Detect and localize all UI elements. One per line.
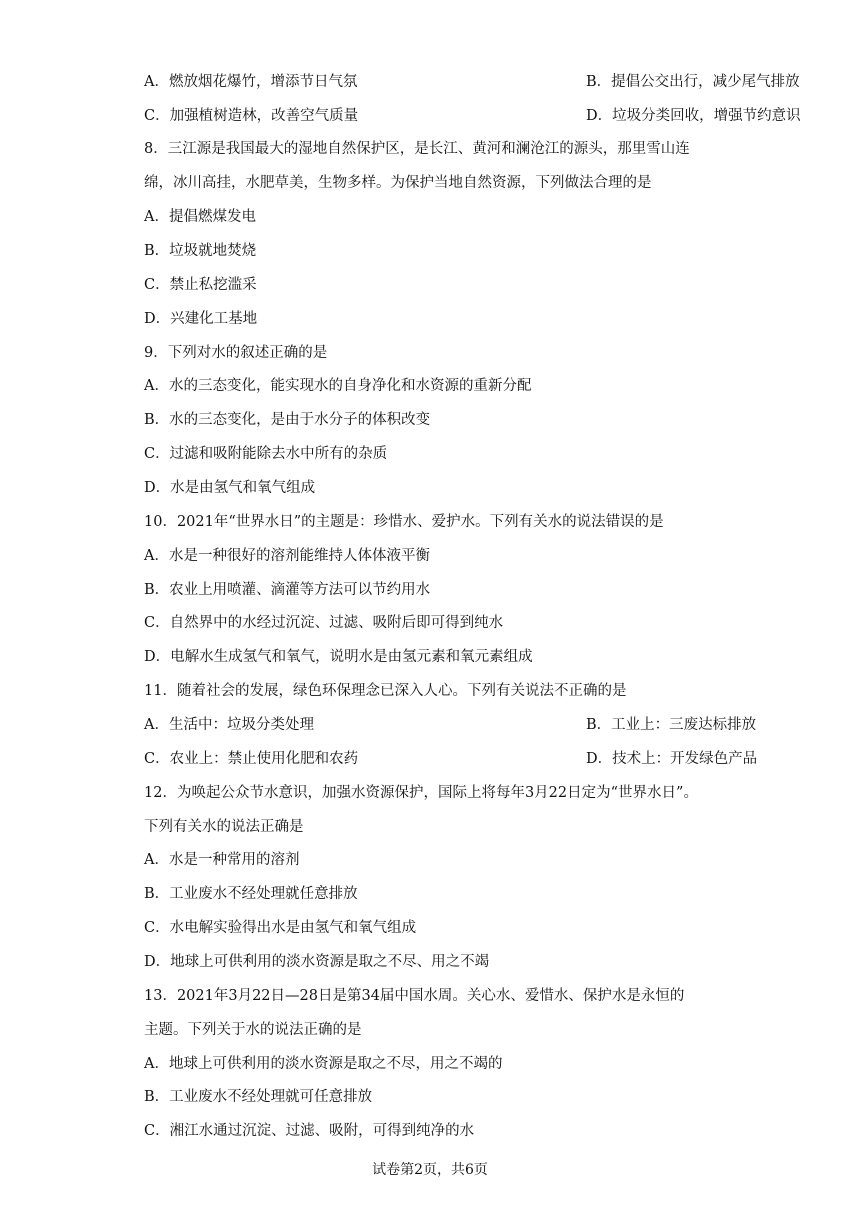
text-line: A．燃放烟花爆竹，增添节日气氛 B．提倡公交出行，减少尾气排放: [144, 74, 800, 90]
option-line: C．过滤和吸附能除去水中所有的杂质: [144, 446, 388, 462]
text-line: C．农业上：禁止使用化肥和农药 D．技术上：开发绿色产品: [144, 751, 758, 767]
option-line: C．湘江水通过沉淀、过滤、吸附，可得到纯净的水: [144, 1123, 475, 1139]
text-line: A．生活中：垃圾分类处理 B．工业上：三废达标排放: [144, 717, 757, 733]
question-8-line-2: 绵，冰川高挂，水肥草美，生物多样。为保护当地自然资源，下列做法合理的是: [144, 175, 652, 191]
option-line: A．地球上可供利用的淡水资源是取之不尽，用之不竭的: [144, 1056, 503, 1072]
question-8-line-1: 8．三江源是我国最大的湿地自然保护区，是长江、黄河和澜沧江的源头，那里雪山连: [144, 141, 690, 157]
question-11: 11．随着社会的发展，绿色环保理念已深入人心。下列有关说法不正确的是: [144, 683, 627, 699]
option-line: D．电解水生成氢气和氧气，说明水是由氢元素和氧元素组成: [144, 649, 533, 665]
option-line: D．水是由氢气和氧气组成: [144, 480, 316, 496]
option-line: B．工业废水不经处理就任意排放: [144, 886, 358, 902]
option-line: D．地球上可供利用的淡水资源是取之不尽、用之不竭: [144, 954, 490, 970]
option-line: D．兴建化工基地: [144, 311, 258, 327]
option-line: C．自然界中的水经过沉淀、过滤、吸附后即可得到纯水: [144, 615, 504, 631]
question-9: 9．下列对水的叙述正确的是: [144, 345, 328, 361]
option-line: A．水是一种常用的溶剂: [144, 852, 300, 868]
question-12-line-1: 12．为唤起公众节水意识，加强水资源保护，国际上将每年3月22日定为“世界水日”。: [144, 785, 698, 801]
option-line: A．水的三态变化，能实现水的自身净化和水资源的重新分配: [144, 378, 532, 394]
option-line: B．农业上用喷灌、滴灌等方法可以节约用水: [144, 582, 431, 598]
option-line: C．禁止私挖滥采: [144, 277, 257, 293]
question-12-line-2: 下列有关水的说法正确是: [144, 819, 304, 835]
question-13-line-2: 主题。下列关于水的说法正确的是: [144, 1022, 362, 1038]
question-10: 10．2021年“世界水日”的主题是：珍惜水、爱护水。下列有关水的说法错误的是: [144, 514, 664, 530]
option-line: A．水是一种很好的溶剂能维持人体体液平衡: [144, 548, 430, 564]
question-13-line-1: 13．2021年3月22日—28日是第34届中国水周。关心水、爱惜水、保护水是永恒的: [144, 988, 685, 1004]
option-line: C．水电解实验得出水是由氢气和氧气组成: [144, 920, 417, 936]
text-line: C．加强植树造林，改善空气质量 D．垃圾分类回收，增强节约意识: [144, 108, 801, 124]
option-line: B．工业废水不经处理就可任意排放: [144, 1089, 373, 1105]
option-line: B．垃圾就地焚烧: [144, 243, 257, 259]
option-line: B．水的三态变化，是由于水分子的体积改变: [144, 412, 431, 428]
option-line: A．提倡燃煤发电: [144, 209, 256, 225]
page-footer: 试卷第2页，共6页: [372, 1162, 488, 1178]
